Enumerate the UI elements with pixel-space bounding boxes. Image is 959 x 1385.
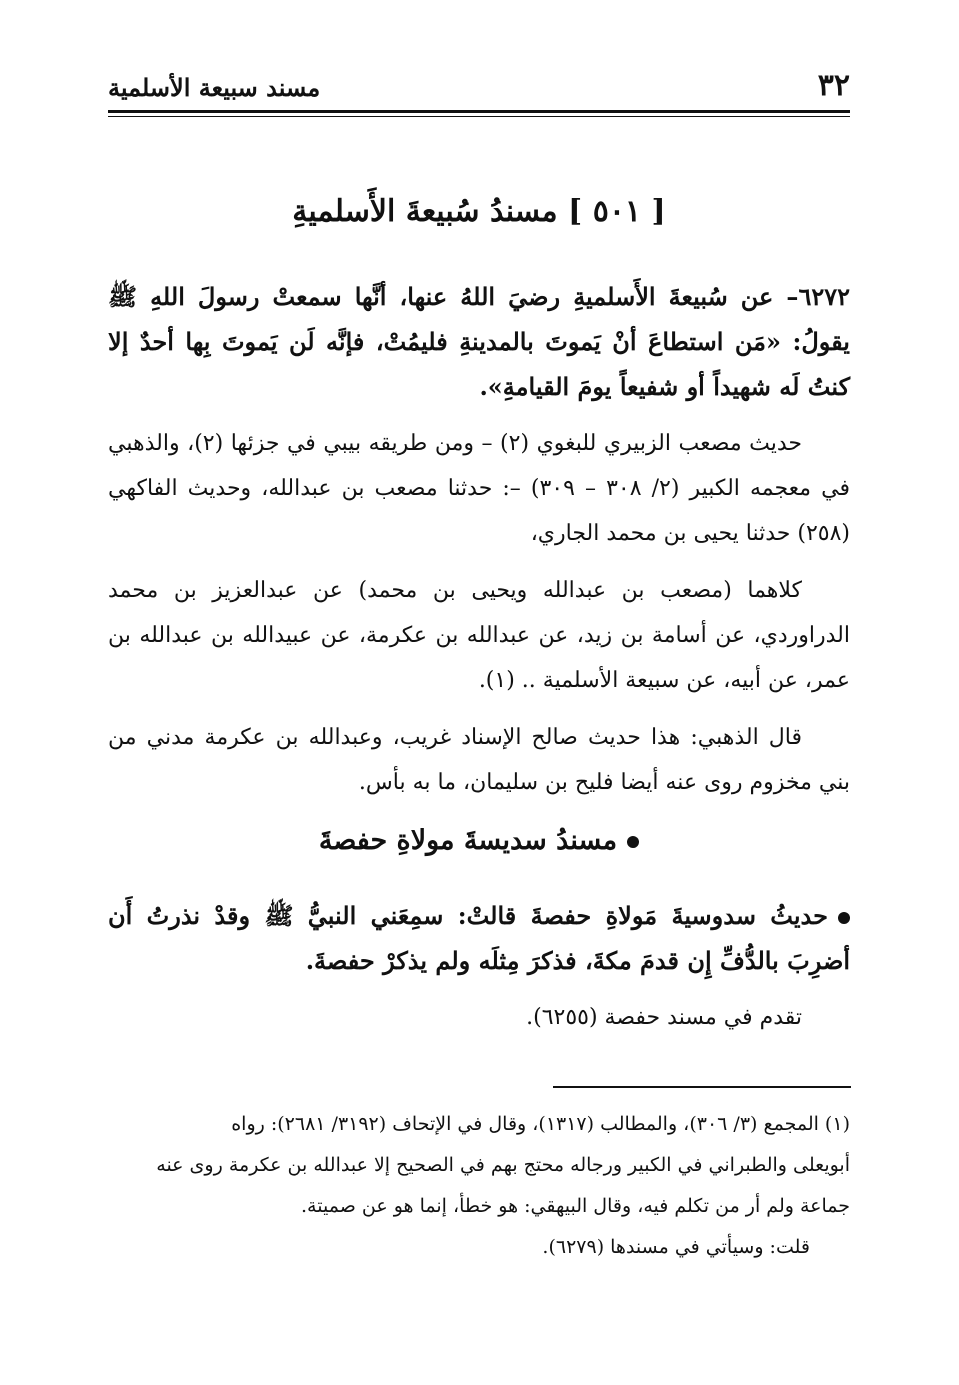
hadith-text: ٦٢٧٢– عن سُبيعةَ الأَسلميةِ رضيَ اللهُ عنها، أنَّها سمعتْ رسولَ اللهِ ﷺ يقولُ: «مَن استطاعَ أنْ يَموتَ بالمدينةِ فليمُتْ، فإنَّه لَن يَموتَ بِها أحدٌ إلا كنتُ لَه شهيداً أو شفيعاً يومَ القيامةِ».: [108, 282, 850, 401]
page-content: [108, 190, 850, 1052]
section-title: [ ٥٠١ ] مسندُ سُبيعةَ الأَسلميةِ: [292, 194, 666, 229]
sadisa-hadith: [108, 893, 850, 983]
subsection-title-text: مسندُ سديسةَ مولاةِ حفصةَ: [318, 825, 618, 856]
takhrij-paragraph-1: حديث مصعب الزبيري للبغوي (٢) – ومن طريقه بيبي في جزئها (٢)، والذهبي في معجمه الكبير (٢/ ٣٠٨ – ٣٠٩) –: حدثنا مصعب بن عبدالله، وحديث الفاكهي (٢٥٨) حدثنا يحيى بن محمد الجاري،: [108, 431, 850, 546]
footnote-divider: [553, 1086, 851, 1088]
running-title: مسند سبيعة الأسلمية: [108, 73, 321, 102]
header-rule-thick: [108, 110, 850, 113]
footnotes: [108, 1104, 850, 1268]
footnote-line-1: (١) المجمع (٣/ ٣٠٦)، والمطالب (١٣١٧)، وقال في الإتحاف (٣١٩٢/ ٢٦٨١): رواه: [231, 1113, 850, 1135]
footnote-line-2: أبويعلى والطبراني في الكبير ورجاله محتج بهم في الصحيح إلا عبدالله بن عكرمة روى عنه: [156, 1154, 850, 1176]
header-rule-thin: [108, 116, 850, 117]
bullet-icon: [838, 912, 850, 924]
takhrij-paragraph-2: كلاهما (مصعب بن عبدالله ويحيى بن محمد) عن عبدالعزيز بن محمد الدراوردي، عن أسامة بن زيد، عن عبدالله بن عكرمة، عن عبيدالله بن عبدالله بن عمر، عن أبيه، عن سبيعة الأسلمية .. (١).: [108, 578, 850, 693]
subsection-title: [108, 819, 850, 863]
sadisa-hadith-text: حديثُ سدوسيةَ مَولاةِ حفصةَ قالتْ: سمِعَني النبيُّ ﷺ وقدْ نذرتُ أَن أضرِبَ بالدُّفِّ إِن قدمَ مكةَ، فذكرَ مِثلَه ولم يذكرْ حفصةَ.: [108, 901, 850, 975]
bullet-icon: [627, 836, 639, 848]
page-number: ٣٢: [817, 68, 850, 103]
sadisa-note: تقدم في مسند حفصة (٦٢٥٥).: [526, 1005, 802, 1030]
takhrij-paragraph-3: قال الذهبي: هذا حديث صالح الإسناد غريب، وعبدالله بن عكرمة مدني من بني مخزوم روى عنه أيضا فليح بن سليمان، ما به بأس.: [108, 725, 850, 795]
footnote-line-4: قلت: وسيأتي في مسندها (٦٢٧٩).: [542, 1236, 810, 1258]
page-header: [108, 68, 850, 112]
footnote-line-3: جماعة ولم أر من تكلم فيه، وقال البيهقي: هو خطأ، إنما هو عن صميتة.: [301, 1195, 850, 1217]
